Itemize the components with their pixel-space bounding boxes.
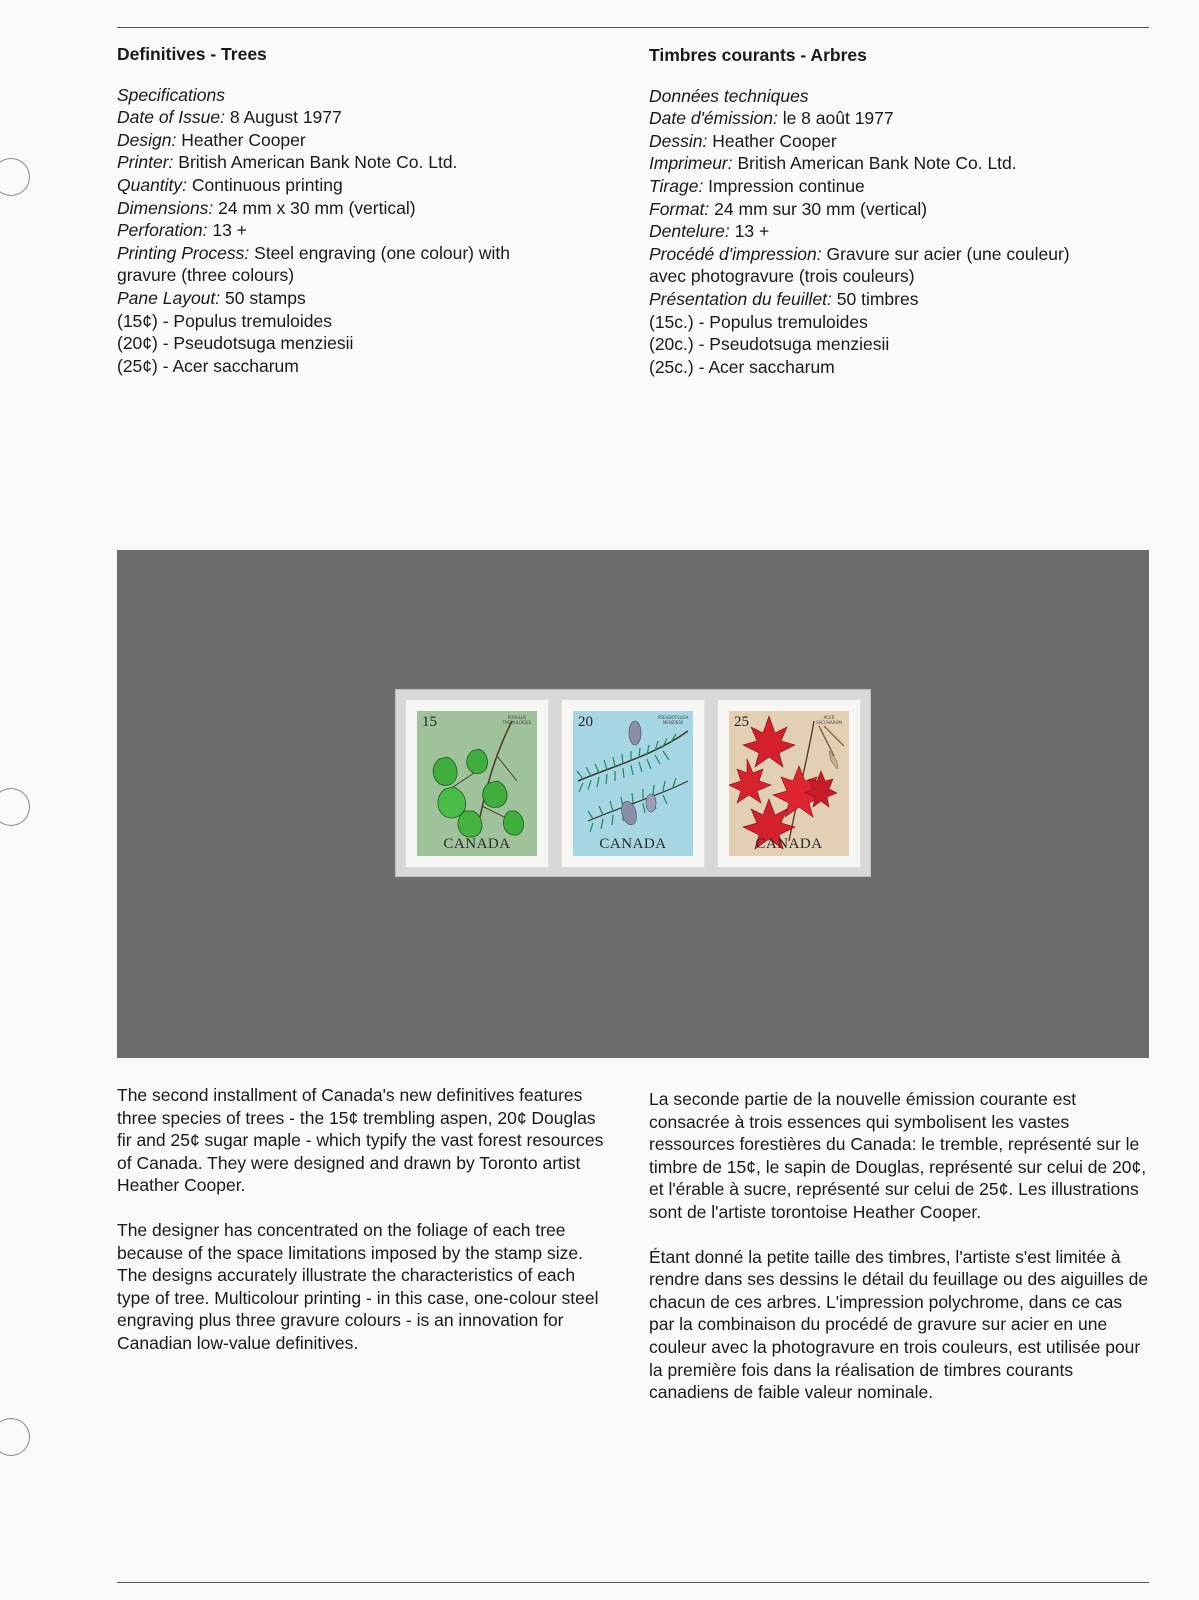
spec-label: Quantity: (117, 174, 188, 195)
spec-label: Date d'émission: (649, 108, 778, 129)
spec-value: Impression continue (703, 175, 865, 196)
spec-date (117, 106, 597, 129)
species-item: (15¢) - Populus tremuloides (117, 310, 332, 331)
bottom-rule (117, 1582, 1149, 1583)
spec-continuation: gravure (three colours) (117, 265, 295, 286)
english-paragraph: The designer has concentrated on the foliage of each tree because of the space limitations imposed by the stamp size. The designs accurately illustrate the characteristics of each type of tree. Multicolour printing - in this case, one-colour steel engraving plus three gravure colours - is an innovation for Canadian low-value definitives. (117, 1219, 599, 1353)
french-heading: Timbres courants - Arbres (649, 45, 867, 65)
spec-label: Format: (649, 198, 710, 219)
spec-value: Gravure sur acier (une couleur) (821, 243, 1070, 264)
english-specifications (117, 43, 597, 377)
top-rule (117, 27, 1149, 28)
spec-dimensions (117, 197, 597, 220)
english-heading: Definitives - Trees (117, 44, 267, 64)
spec-label: Design: (117, 129, 177, 150)
sugar-maple-illustration (729, 711, 849, 856)
spec-value: Continuous printing (187, 174, 343, 195)
spec-label: Tirage: (649, 175, 704, 196)
spec-value: 50 stamps (220, 287, 306, 308)
spec-label: Perforation: (117, 220, 208, 241)
spec-date (649, 107, 1149, 130)
spec-label: Date of Issue: (117, 107, 225, 128)
french-paragraph: La seconde partie de la nouvelle émission courante est consacrée à trois essences qui symbolisent les vastes ressources forestières du Canada: le tremble, représenté sur le timbre de 15¢, le sapin de Douglas, représenté sur celui de 20¢, et l'érable à sucre, représenté sur celui de 25¢. Les illustrations sont de l'artiste torontoise Heather Cooper. (649, 1089, 1147, 1222)
spec-design (649, 130, 1149, 153)
spec-value: le 8 août 1977 (777, 108, 894, 129)
stamp-mount (395, 689, 871, 877)
douglas-fir-illustration (573, 711, 693, 856)
spec-quantity (117, 174, 597, 197)
spec-label: Imprimeur: (649, 153, 733, 174)
spec-value: Heather Cooper (707, 130, 837, 151)
stamp-country: CANADA (599, 836, 667, 852)
french-specifications-title: Données techniques (649, 85, 809, 106)
spec-value: Heather Cooper (176, 129, 306, 150)
french-description (649, 1088, 1149, 1426)
spec-value: 8 August 1977 (224, 107, 342, 128)
spec-label: Printing Process: (117, 242, 250, 263)
spec-printing-process (649, 243, 1149, 266)
spec-value: 24 mm x 30 mm (vertical) (213, 197, 416, 218)
spec-printer (117, 151, 597, 174)
spec-printing-process (117, 242, 597, 265)
spec-label: Dentelure: (649, 221, 730, 242)
stamp-denomination: 25 (734, 714, 749, 730)
french-specifications (649, 44, 1149, 378)
english-description (117, 1084, 612, 1377)
species-item: (25c.) - Acer saccharum (649, 356, 835, 377)
spec-label: Procédé d'impression: (649, 243, 822, 264)
spec-pane-layout (117, 287, 597, 310)
french-paragraph: Étant donné la petite taille des timbres, l'artiste s'est limitée à rendre dans ses dessins le détail du feuillage ou des aiguilles de chacun de ces arbres. L'impression polychrome, dans ce cas par la combinaison du procédé de gravure sur acier en une couleur avec la photogravure en trois couleurs, est utilisée pour la première fois dans la réalisation de timbres courants canadiens de faible valeur nominale. (649, 1246, 1149, 1403)
binder-hole-top (0, 158, 30, 196)
spec-design (117, 129, 597, 152)
spec-value: Steel engraving (one colour) with (249, 242, 510, 263)
aspen-leaves-illustration (417, 711, 537, 856)
spec-value: 13 + (207, 220, 247, 241)
spec-pane-layout (649, 288, 1149, 311)
english-specifications-title: Specifications (117, 84, 225, 105)
species-item: (15c.) - Populus tremuloides (649, 311, 868, 332)
stamp-species-name: POPULUS TREMULOIDES (502, 715, 532, 725)
stamp-country: CANADA (755, 836, 823, 852)
spec-label: Dessin: (649, 130, 708, 151)
stamp-artwork (729, 711, 849, 856)
stamp-denomination: 15 (422, 714, 437, 730)
stamp-15-aspen (406, 700, 548, 867)
spec-quantity (649, 175, 1149, 198)
spec-label: Pane Layout: (117, 287, 221, 308)
spec-label: Dimensions: (117, 197, 214, 218)
spec-value: 13 + (729, 221, 770, 242)
stamp-artwork (417, 711, 537, 856)
stamp-25-sugar-maple (718, 700, 860, 867)
binder-hole-bottom (0, 1418, 30, 1456)
spec-dimensions (649, 198, 1149, 221)
stamp-species-name: PSEUDOTSUGA MENZIESII (658, 715, 689, 725)
spec-value: British American Bank Note Co. Ltd. (732, 153, 1017, 174)
english-paragraph: The second installment of Canada's new definitives features three species of trees - the 15¢ trembling aspen, 20¢ Douglas fir and 25¢ sugar maple - which typify the vast forest resources of Canada. They were designed and drawn by Toronto artist Heather Cooper. (117, 1085, 604, 1196)
spec-perforation (649, 220, 1149, 243)
stamp-display-panel (117, 550, 1149, 1058)
spec-label: Printer: (117, 152, 174, 173)
binder-hole-middle (0, 788, 30, 826)
spec-value: 50 timbres (831, 288, 919, 309)
spec-continuation: avec photogravure (trois couleurs) (649, 266, 915, 287)
species-item: (25¢) - Acer saccharum (117, 355, 299, 376)
stamp-20-douglas-fir (562, 700, 704, 867)
spec-value: British American Bank Note Co. Ltd. (173, 152, 458, 173)
species-item: (20¢) - Pseudotsuga menziesii (117, 333, 354, 354)
stamp-artwork (573, 711, 693, 856)
stamp-species-name: ACER SACCHARUM (816, 715, 842, 725)
stamp-country: CANADA (443, 836, 511, 852)
spec-value: 24 mm sur 30 mm (vertical) (709, 198, 928, 219)
spec-printer (649, 152, 1149, 175)
stamp-denomination: 20 (578, 714, 593, 730)
spec-label: Présentation du feuillet: (649, 288, 832, 309)
spec-perforation (117, 219, 597, 242)
species-item: (20c.) - Pseudotsuga menziesii (649, 334, 890, 355)
